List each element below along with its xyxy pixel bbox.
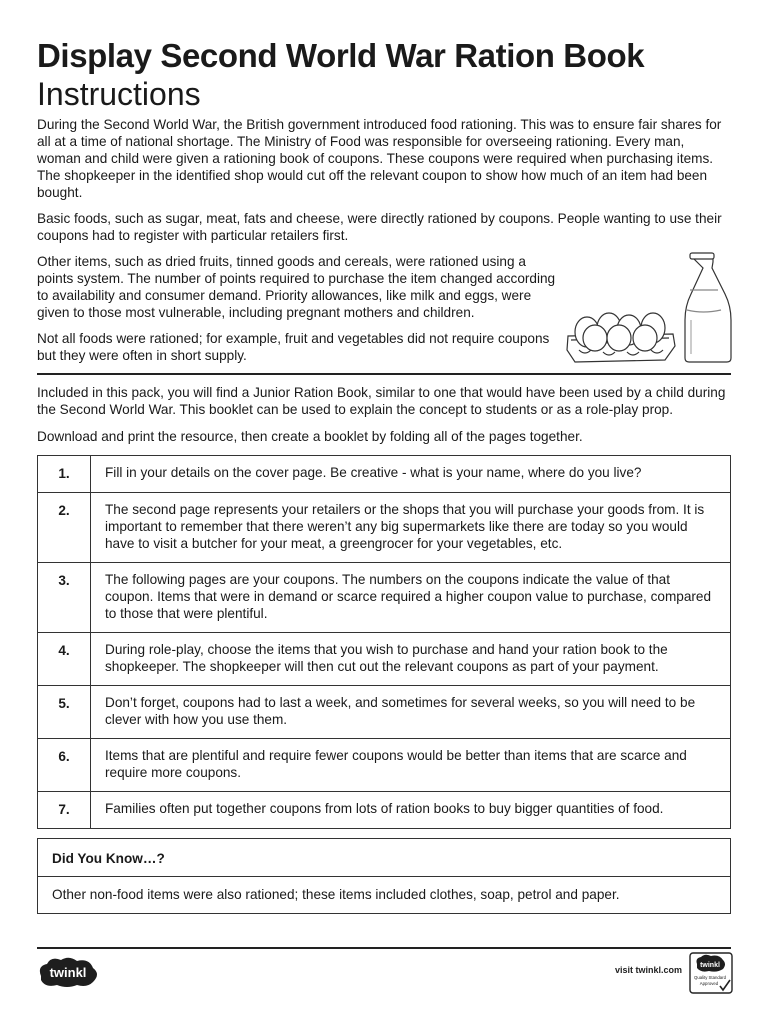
quality-standard-badge [689,952,733,994]
instructions-table [37,455,731,829]
instruction-number: 2. [38,493,91,563]
instruction-row [38,493,731,563]
pack-paragraph: Download and print the resource, then create a booklet by folding all of the pages together. [37,429,583,444]
pack-paragraph: Included in this pack, you will find a Junior Ration Book, similar to one that would have been used by a child during the Second World War. This booklet can be used to explain the concept to students or as a role-play prop. [37,385,726,417]
did-you-know-text: Other non-food items were also rationed; these items included clothes, soap, petrol and paper. [52,887,620,902]
page-subtitle: Instructions [37,76,201,112]
instruction-number: 1. [38,456,91,493]
eggs-and-milk-bottle-illustration [565,250,735,370]
did-you-know-heading: Did You Know…? [38,839,730,877]
instruction-row [38,686,731,739]
twinkl-logo[interactable] [37,956,99,988]
badge-line1: Quality Standard [693,975,727,980]
did-you-know-box [37,838,731,914]
instruction-number: 5. [38,686,91,739]
document-page [37,36,731,914]
instruction-text: Families often put together coupons from lots of ration books to buy bigger quantities of food. [91,792,731,829]
instruction-number: 7. [38,792,91,829]
intro-paragraph: Other items, such as dried fruits, tinned goods and cereals, were rationed using a points system. The number of points required to purchase the item changed according to availability and consumer demand. Priority allowances, like milk and eggs, were given to those most vulnerable, including pregnant mothers and children. [37,254,556,320]
instruction-text: During role-play, choose the items that you wish to purchase and hand your ration book to the shopkeeper. The shopkeeper will then cut out the relevant coupons as part of your payment. [91,633,731,686]
instruction-text: Fill in your details on the cover page. Be creative - what is your name, where do you live? [91,456,731,493]
intro-paragraph: Basic foods, such as sugar, meat, fats and cheese, were directly rationed by coupons. People wanting to use their coupons had to register with particular retailers first. [37,211,722,243]
milk-bottle-illustration [685,253,731,362]
instruction-row [38,563,731,633]
instruction-text: Items that are plentiful and require fewer coupons would be better than items that are scarce and require more coupons. [91,739,731,792]
pack-section [37,384,731,445]
intro-paragraph: During the Second World War, the British government introduced food rationing. This was to ensure fair shares for all at a time of national shortage. The Ministry of Food was responsible for overseeing rationing. Every man, woman and child were given a rationing book of coupons. These coupons were required when purchasing items. The shopkeeper in the identified shop would cut off the relevant coupon to show how much of an item had been bought. [37,117,722,200]
instruction-row [38,456,731,493]
instruction-row [38,792,731,829]
instruction-number: 3. [38,563,91,633]
instruction-number: 4. [38,633,91,686]
instruction-number: 6. [38,739,91,792]
logo-text: twinkl [49,965,87,980]
instruction-row [38,633,731,686]
instruction-text: Don’t forget, coupons had to last a week, and sometimes for several weeks, so you will need to be clever with how you use them. [91,686,731,739]
page-title: Display Second World War Ration Book [37,37,645,74]
badge-line2: Approved [699,981,719,986]
instruction-text: The second page represents your retailers or the shops that you will purchase your goods from. It is important to remember that there weren’t any big supermarkets like there are today so you would have to visit a butcher for your meat, a greengrocer for your vegetables, etc. [91,493,731,563]
footer-divider [37,947,731,949]
instruction-row [38,739,731,792]
section-divider [37,373,731,375]
egg-carton-illustration [567,313,675,362]
badge-brand: twinkl [700,962,720,969]
visit-link[interactable]: visit twinkl.com [614,965,682,975]
instruction-text: The following pages are your coupons. The numbers on the coupons indicate the value of that coupon. Items that were in demand or scarce required a higher coupon value to purchase, compared to those that were plentiful. [91,563,731,633]
intro-paragraph: Not all foods were rationed; for example, fruit and vegetables did not require coupons but they were often in short supply. [37,331,550,363]
